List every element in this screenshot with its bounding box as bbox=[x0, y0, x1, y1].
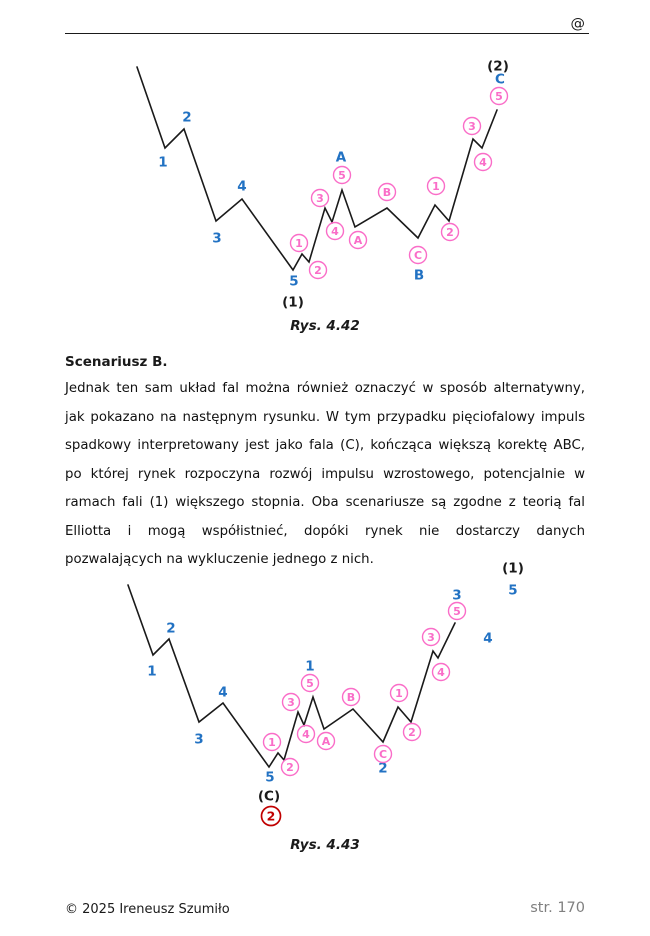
wave-label-circle-pink bbox=[312, 190, 329, 207]
wave-label-circle-pink bbox=[442, 224, 459, 241]
figure-caption-2: Rys. 4.43 bbox=[290, 837, 360, 853]
wave-label-text: 4 bbox=[437, 665, 445, 679]
wave-label-text: 3 bbox=[212, 230, 222, 247]
wave-label-text: 4 bbox=[237, 178, 247, 195]
wave-label-black bbox=[487, 59, 509, 75]
wave-label-circle-pink bbox=[283, 694, 300, 711]
wave-label-circle-pink bbox=[449, 603, 466, 620]
header-divider bbox=[65, 33, 589, 34]
wave-label-blue bbox=[158, 155, 167, 171]
wave-label-text: 4 bbox=[218, 684, 228, 701]
wave-label-text: (2) bbox=[487, 58, 509, 75]
wave-label-text: 3 bbox=[427, 630, 435, 644]
wave-label-blue bbox=[218, 685, 227, 701]
wave-label-blue bbox=[237, 179, 246, 195]
wave-label-text: (1) bbox=[502, 560, 524, 577]
wave-label-circle-pink bbox=[298, 726, 315, 743]
wave-label-text: 1 bbox=[395, 686, 403, 700]
wave-label-text: A bbox=[353, 233, 363, 247]
wave-label-circle-pink bbox=[264, 734, 281, 751]
wave-label-text: (1) bbox=[282, 294, 304, 311]
wave-label-text: 5 bbox=[495, 89, 503, 103]
wave-label-text: 1 bbox=[432, 179, 440, 193]
wave-label-text: 2 bbox=[314, 263, 322, 277]
wave-label-circle-red bbox=[262, 807, 281, 826]
figure-caption-1: Rys. 4.42 bbox=[290, 318, 360, 334]
wave-label-text: 3 bbox=[287, 695, 295, 709]
wave-label-text: 3 bbox=[316, 191, 324, 205]
footer-copyright: © 2025 Ireneusz Szumiło bbox=[65, 902, 230, 917]
wave-label-text: 1 bbox=[295, 236, 303, 250]
wave-label-circle-pink bbox=[404, 724, 421, 741]
wave-label-text: B bbox=[346, 690, 356, 704]
wave-label-circle-pink bbox=[291, 235, 308, 252]
wave-label-circle-pink bbox=[464, 118, 481, 135]
wave-label-circle-pink bbox=[379, 184, 396, 201]
wave-path bbox=[137, 67, 497, 270]
wave-label-black bbox=[258, 789, 280, 805]
wave-label-blue bbox=[147, 664, 156, 680]
wave-label-circle-pink bbox=[428, 178, 445, 195]
wave-label-blue bbox=[265, 770, 274, 786]
wave-label-circle-pink bbox=[343, 689, 360, 706]
wave-label-text: 1 bbox=[147, 663, 157, 680]
wave-label-blue bbox=[414, 268, 424, 284]
wave-label-circle-pink bbox=[410, 247, 427, 264]
wave-label-text: 5 bbox=[289, 273, 299, 290]
figure-wave-diagram-1 bbox=[120, 55, 520, 315]
wave-label-text: 3 bbox=[194, 731, 204, 748]
wave-label-blue bbox=[336, 150, 347, 166]
wave-label-circle-pink bbox=[310, 262, 327, 279]
wave-label-blue bbox=[508, 583, 517, 599]
wave-label-text: 3 bbox=[468, 119, 476, 133]
wave-label-text: 2 bbox=[378, 760, 388, 777]
wave-label-circle-pink bbox=[375, 746, 392, 763]
figure-wave-diagram-2 bbox=[110, 555, 530, 830]
body-paragraph: Jednak ten sam układ fal można również oznaczyć w sposób alternatywny, jak pokazano na następnym rysunku. W tym przypadku pięciofalowy impuls spadkowy interpretowany jest jako fala (C), kończąca większą korektę ABC, po której rynek rozpoczyna rozwój impulsu wzrostowego, potencjalnie w ramach fali (1) większego stopnia. Oba scenariusze są zgodne z teorią fal Elliotta i mogą współistnieć, dopóki rynek nie dostarczy danych pozwalających na wykluczenie jednego z nich. bbox=[65, 381, 585, 567]
wave-label-text: A bbox=[335, 149, 347, 166]
wave-path bbox=[128, 585, 455, 767]
section-heading: Scenariusz B. bbox=[65, 354, 168, 370]
footer-page-number: str. 170 bbox=[530, 900, 585, 916]
wave-label-text: 5 bbox=[265, 769, 275, 786]
wave-label-text: 2 bbox=[266, 808, 276, 824]
wave-label-circle-pink bbox=[391, 685, 408, 702]
wave-label-circle-pink bbox=[327, 223, 344, 240]
header-at-symbol: @ bbox=[570, 16, 585, 32]
wave-label-text: C bbox=[495, 71, 505, 88]
wave-label-text: 2 bbox=[286, 760, 294, 774]
wave-label-circle-pink bbox=[491, 88, 508, 105]
wave-label-text: 2 bbox=[446, 225, 454, 239]
wave-label-blue bbox=[483, 631, 492, 647]
wave-label-text: 4 bbox=[479, 155, 487, 169]
wave-label-circle-pink bbox=[334, 167, 351, 184]
wave-label-text: 2 bbox=[166, 620, 176, 637]
wave-label-text: C bbox=[413, 248, 423, 262]
wave-label-blue bbox=[289, 274, 298, 290]
wave-label-text: 4 bbox=[483, 630, 493, 647]
wave-label-circle-pink bbox=[350, 232, 367, 249]
wave-label-text: (C) bbox=[257, 788, 281, 805]
wave-label-text: 4 bbox=[302, 727, 310, 741]
wave-label-blue bbox=[212, 231, 221, 247]
wave-label-circle-pink bbox=[433, 664, 450, 681]
wave-label-text: 1 bbox=[305, 658, 315, 675]
wave-label-text: 5 bbox=[453, 604, 461, 618]
wave-label-text: 5 bbox=[338, 168, 346, 182]
wave-label-text: 5 bbox=[508, 582, 518, 599]
wave-label-text: 4 bbox=[331, 224, 339, 238]
wave-label-text: B bbox=[413, 267, 425, 284]
wave-label-circle-pink bbox=[423, 629, 440, 646]
wave-label-circle-pink bbox=[302, 675, 319, 692]
wave-label-circle-pink bbox=[282, 759, 299, 776]
wave-label-text: 2 bbox=[182, 109, 192, 126]
wave-label-circle-pink bbox=[318, 733, 335, 750]
wave-label-blue bbox=[194, 732, 203, 748]
wave-label-text: 5 bbox=[306, 676, 314, 690]
wave-label-text: 2 bbox=[408, 725, 416, 739]
wave-label-text: B bbox=[382, 185, 392, 199]
wave-label-black bbox=[282, 295, 304, 311]
wave-label-text: 3 bbox=[452, 587, 462, 604]
wave-label-text: C bbox=[378, 747, 388, 761]
wave-label-circle-pink bbox=[475, 154, 492, 171]
wave-label-blue bbox=[166, 621, 175, 637]
wave-label-text: A bbox=[321, 734, 331, 748]
wave-label-blue bbox=[305, 659, 314, 675]
wave-label-blue bbox=[452, 588, 461, 604]
wave-label-text: 1 bbox=[158, 154, 168, 171]
wave-label-text: 1 bbox=[268, 735, 276, 749]
wave-label-blue bbox=[182, 110, 191, 126]
wave-label-black bbox=[502, 561, 524, 577]
